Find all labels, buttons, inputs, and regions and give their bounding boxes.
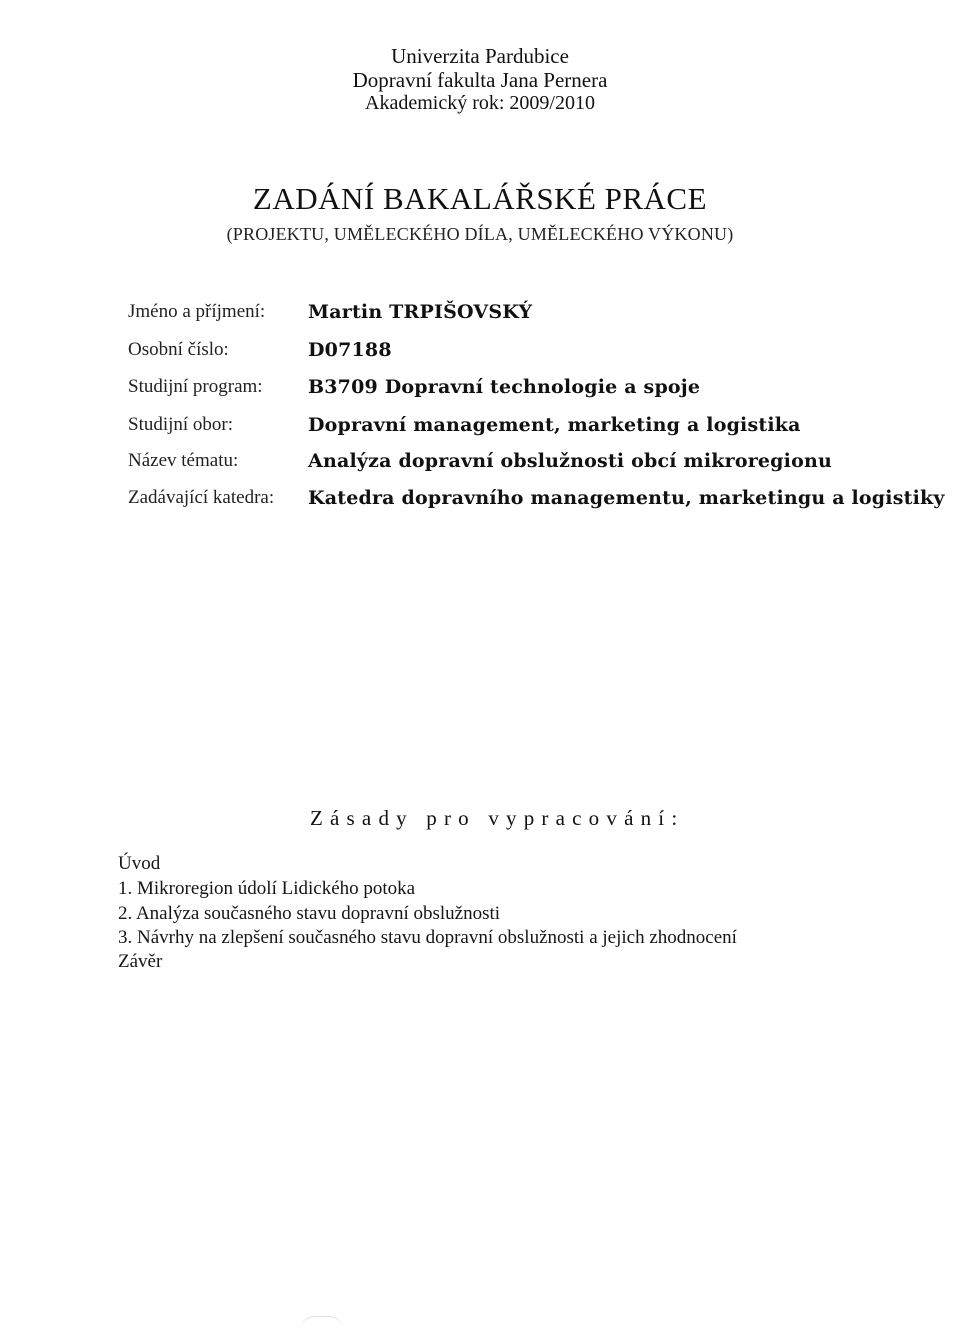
field-label-topic: Název tématu:: [128, 450, 239, 471]
field-label-name: Jméno a příjmení:: [128, 301, 266, 322]
field-value-topic: Analýza dopravní obslužnosti obcí mikroregionu: [308, 450, 832, 472]
faculty-name: Dopravní fakulta Jana Pernera: [352, 68, 608, 92]
field-label-study-program: Studijní program:: [128, 376, 263, 397]
university-name: Univerzita Pardubice: [391, 44, 569, 68]
field-value-department: Katedra dopravního managementu, marketingu a logistiky: [308, 487, 945, 509]
field-value-study-field: Dopravní management, marketing a logistika: [308, 414, 801, 436]
outline-item: 1. Mikroregion údolí Lidického potoka: [118, 878, 416, 899]
outline-item: 3. Návrhy na zlepšení současného stavu dopravní obslužnosti a jejich zhodnocení: [118, 927, 737, 948]
outline-item: 2. Analýza současného stavu dopravní obslužnosti: [118, 903, 501, 924]
academic-year: Akademický rok: 2009/2010: [365, 92, 595, 114]
field-value-personal-number: D07188: [308, 339, 392, 361]
field-label-personal-number: Osobní číslo:: [128, 339, 229, 360]
document-title: ZADÁNÍ BAKALÁŘSKÉ PRÁCE: [252, 181, 708, 216]
outline-item: Úvod: [118, 853, 161, 874]
field-label-department: Zadávající katedra:: [128, 487, 275, 508]
outline-item: Závěr: [118, 951, 163, 972]
field-value-study-program: B3709 Dopravní technologie a spoje: [308, 376, 701, 398]
principles-heading: Zásady pro vypracování:: [310, 806, 685, 830]
scan-artifact: [300, 1316, 344, 1331]
document-subtitle: (PROJEKTU, UMĚLECKÉHO DÍLA, UMĚLECKÉHO VÝKONU): [226, 224, 734, 244]
field-value-name: Martin TRPIŠOVSKÝ: [308, 301, 533, 323]
field-label-study-field: Studijní obor:: [128, 414, 234, 435]
